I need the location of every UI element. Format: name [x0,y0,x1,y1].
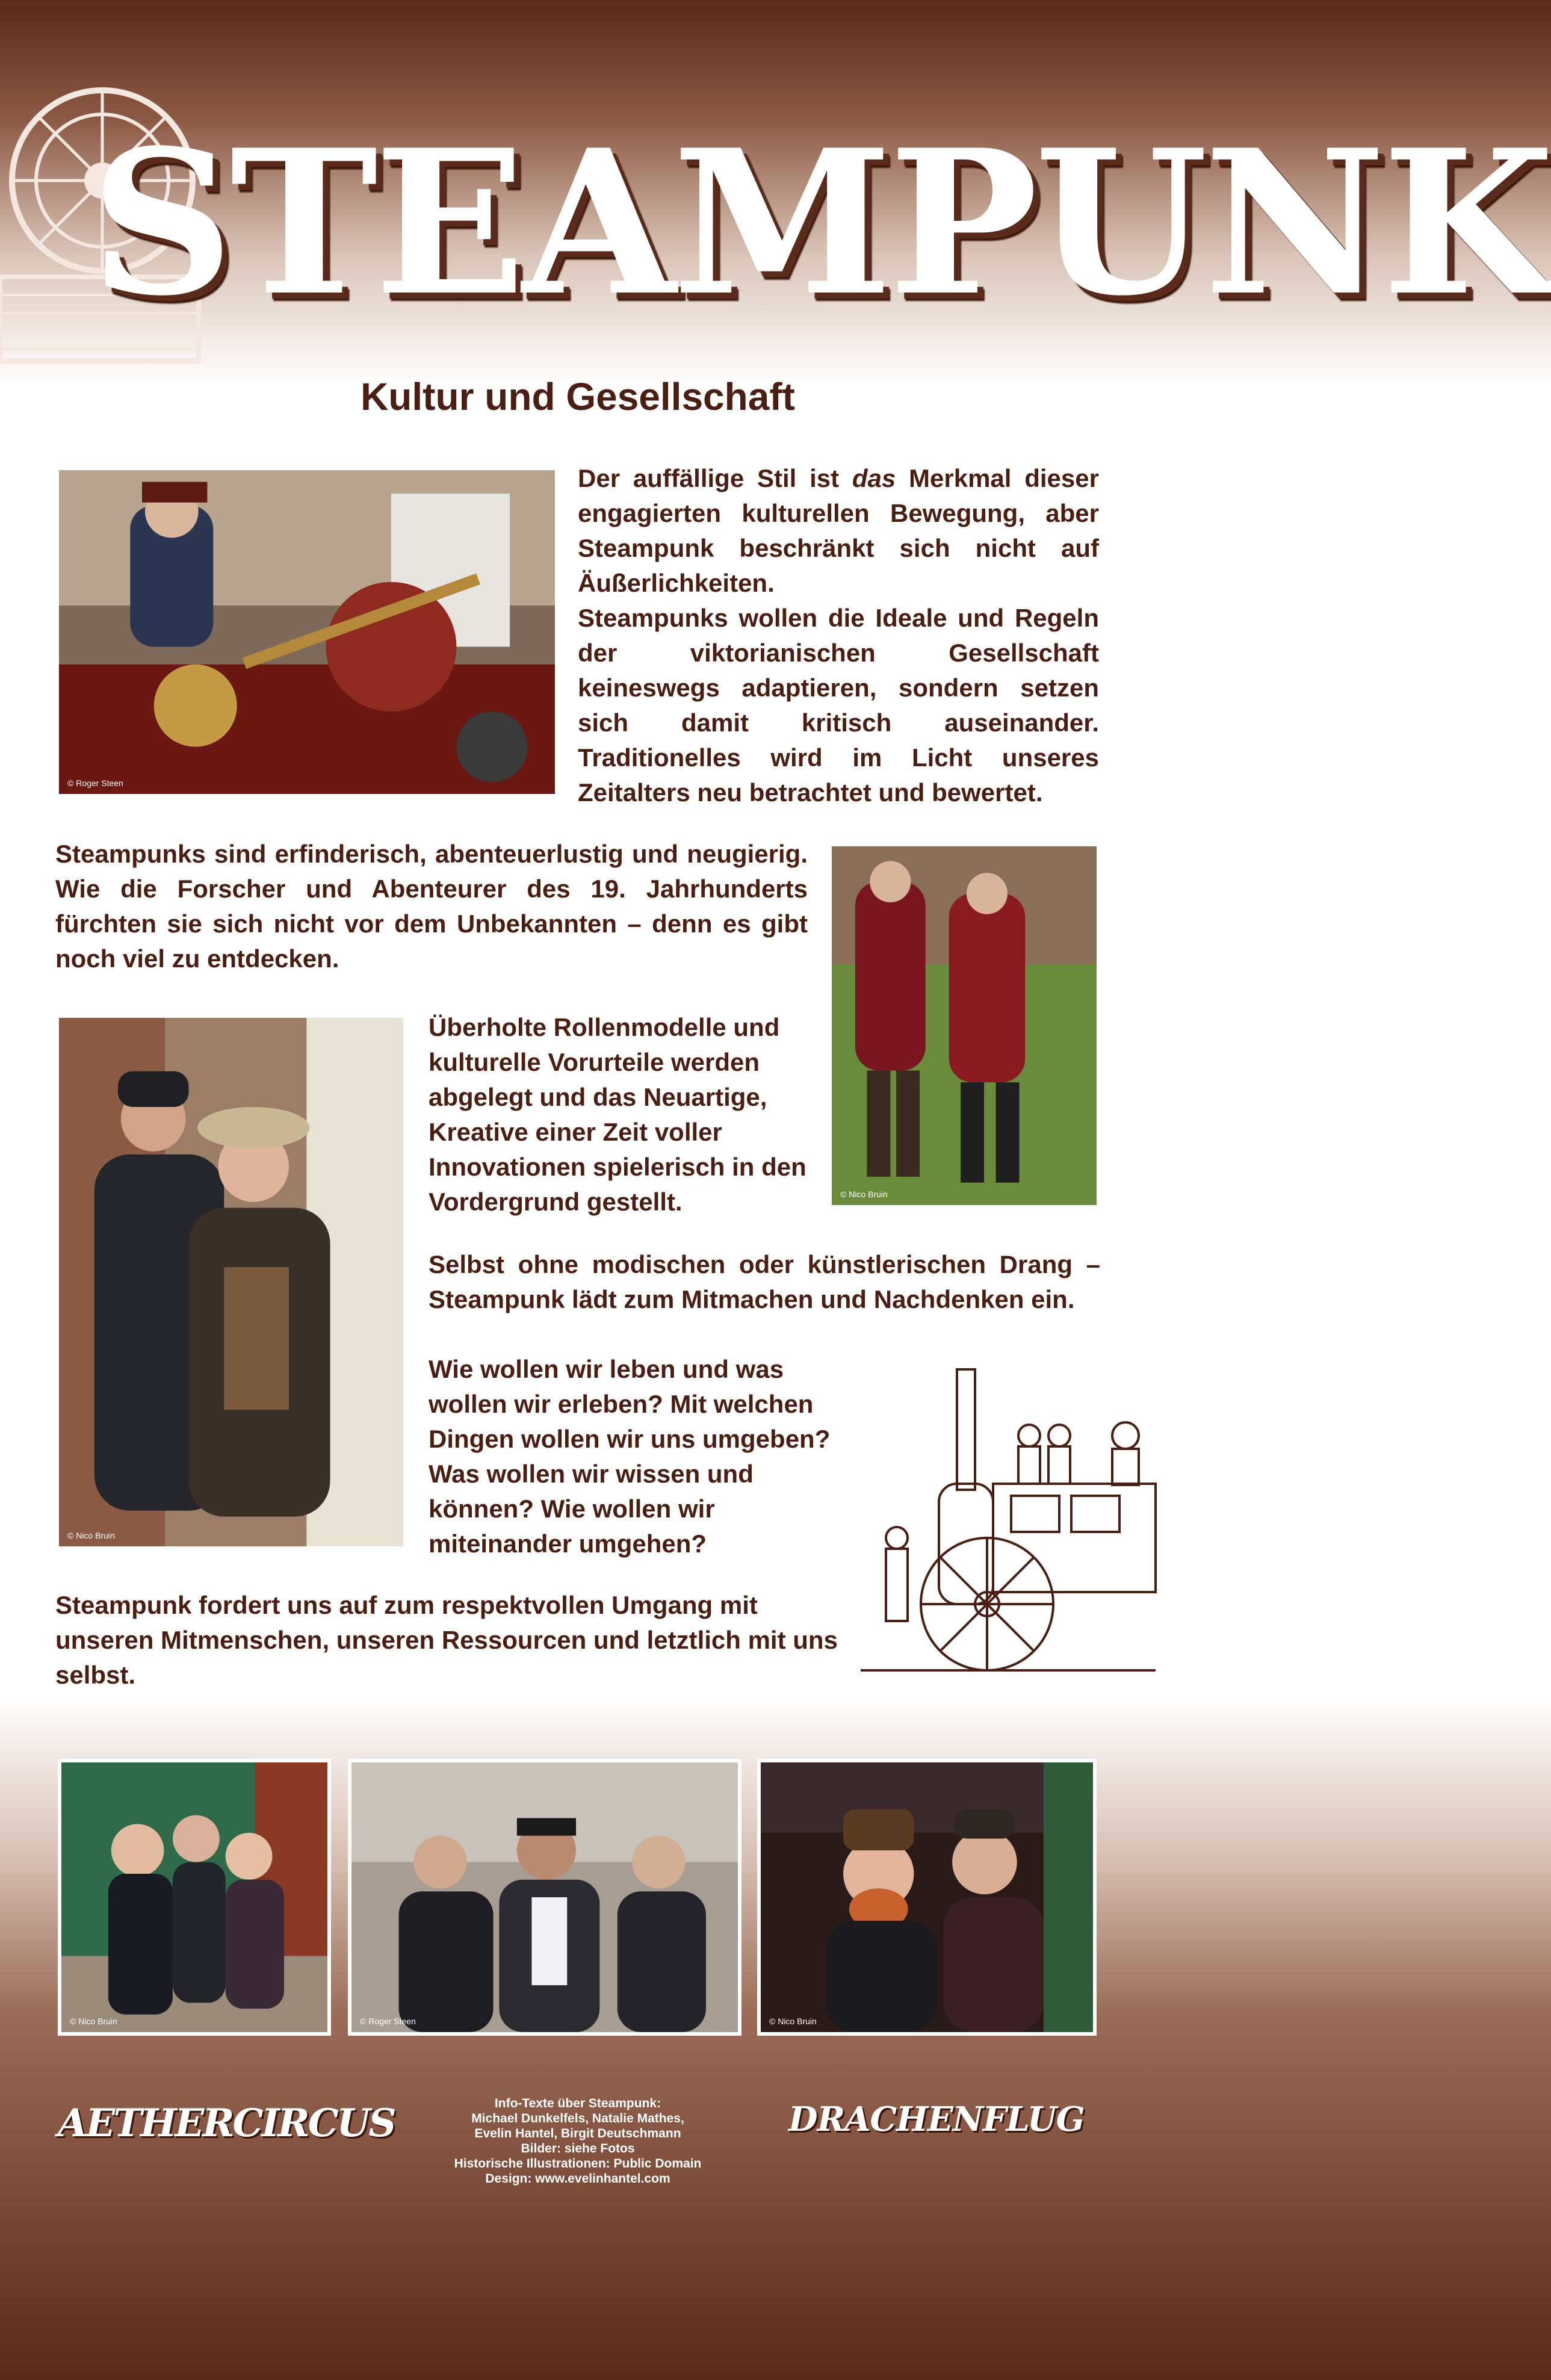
logo-aethercircus: AETHERCIRCUS [58,2101,395,2146]
credit-line: Info-Texte über Steampunk: [494,2096,661,2110]
banner-title: STEAMPUNK [90,106,1551,339]
logo-drachenflug: DRACHENFLUG [788,2100,1085,2139]
photo-two-men [757,1759,1097,2036]
paragraph-1-second: Steampunks wollen die Ideale und Regeln der viktorianischen Gesellschaft keineswegs adaptieren, sondern setzen sich damit kritisch auseinander. Traditionelles wird im Licht unseres Zeitalters neu betrachtet und bewertet. [578,604,1099,807]
credit-line: Design: www.evelinhantel.com [485,2172,670,2186]
credit-line: Evelin Hantel, Birgit Deutschmann [474,2127,681,2140]
photo-couple [828,843,1100,1209]
photo-women-window [55,1014,407,1550]
footer-credits [397,2096,758,2186]
photo-credit: © Roger Steen [360,2016,416,2026]
paragraph-3: Überholte Rollenmodelle und kulturelle Vorurteile werden abgelegt und das Neuartige, Kreative einer Zeit voller Innovationen spielerisch in den Vordergrund gestellt. [429,1013,806,1216]
paragraph-1-emphasis: das [852,464,896,492]
photo-credit: © Nico Bruin [70,2016,117,2026]
photo-credit: © Nico Bruin [67,1531,115,1540]
paragraph-5: Wie wollen wir leben und was wollen wir erleben? Mit welchen Dingen wollen wir uns umgeben? Was wollen wir wissen und können? Wie wollen wir miteinander umgehen? [429,1355,831,1558]
page-subtitle: Kultur und Gesellschaft [361,375,795,418]
banner [0,0,1551,373]
paragraph-1 [578,461,1099,810]
historic-steam-carriage-illustration [861,1363,1156,1682]
paragraph-1-intro: Der auffällige Stil ist [578,464,852,492]
photo-credit: © Nico Bruin [769,2016,817,2026]
photo-family [58,1759,331,2036]
credit-line: Bilder: siehe Fotos [521,2142,635,2155]
paragraph-6: Steampunk fordert uns auf zum respektvollen Umgang mit unseren Mitmenschen, unseren Ressourcen und letztlich mit uns selbst. [55,1591,838,1689]
photo-steam-engine [55,466,559,798]
photo-group [348,1759,741,2036]
paragraph-2: Steampunks sind erfinderisch, abenteuerlustig und neugierig. Wie die Forscher und Abenteurer des 19. Jahrhunderts fürchten sie sich nicht vor dem Unbekannten – denn es gibt noch viel zu entdecken. [55,840,808,973]
photo-credit: © Nico Bruin [840,1189,888,1199]
paragraph-4: Selbst ohne modischen oder künstlerischen Drang – Steampunk lädt zum Mitmachen und Nachdenken ein. [429,1250,1100,1313]
credit-line: Historische Illustrationen: Public Domain [454,2157,702,2171]
photo-credit: © Roger Steen [67,778,123,788]
paragraph-1-rest: Merkmal dieser engagierten kulturellen Bewegung, aber Steampunk beschränkt sich nicht auf Äußerlichkeiten. [578,464,1099,597]
credit-line: Michael Dunkelfels, Natalie Mathes, [471,2112,684,2125]
